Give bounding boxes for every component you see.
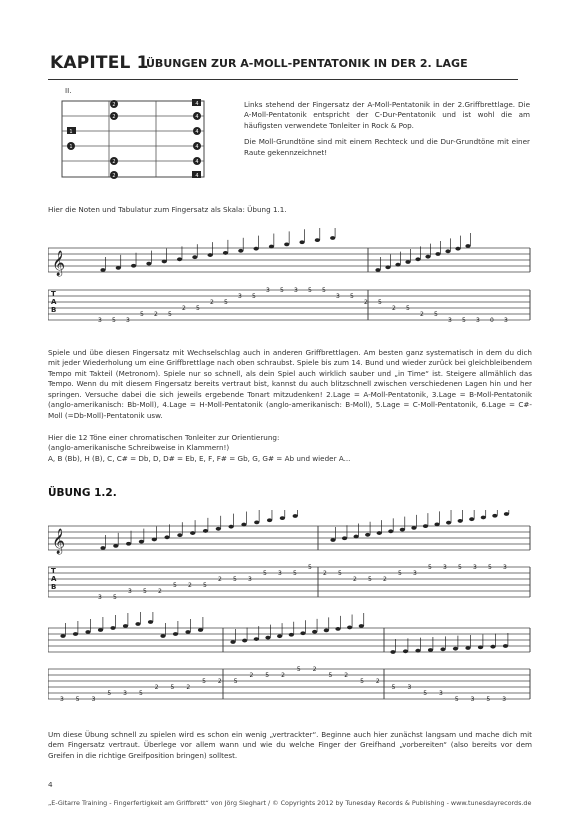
note-head <box>148 620 153 624</box>
treble-clef: 𝄞 <box>52 529 66 554</box>
tab-fret-number: 2 <box>353 576 357 583</box>
note-head <box>403 649 408 653</box>
tab-fret-number: 2 <box>344 672 349 679</box>
tab-fret-number: 2 <box>364 299 368 306</box>
note-head <box>324 628 329 632</box>
note-head <box>110 626 115 630</box>
tab-fret-number: 3 <box>473 564 477 571</box>
note-head <box>254 637 259 641</box>
tab-fret-number: 5 <box>138 690 143 697</box>
note-head <box>415 257 420 261</box>
note-head <box>428 648 433 652</box>
tab-fret-number: 5 <box>434 311 438 318</box>
tab-letter: T <box>51 290 56 298</box>
note-head <box>335 627 340 631</box>
note-head <box>469 517 474 521</box>
note-head <box>135 622 140 626</box>
note-head <box>229 525 234 529</box>
note-head <box>434 523 439 527</box>
body-chromatic-line-1: Hier die 12 Töne einer chromatischen Tonleiter zur Orientierung: <box>48 433 280 442</box>
note-head <box>146 262 151 266</box>
tab-fret-number: 5 <box>265 672 270 679</box>
chapter-heading <box>48 53 518 80</box>
note-head <box>254 247 259 251</box>
tab-fret-number: 5 <box>360 678 364 685</box>
note-head <box>354 535 359 539</box>
tab-fret-number: 3 <box>504 317 508 324</box>
note-head <box>375 268 380 272</box>
tab-fret-number: 3 <box>439 690 443 697</box>
tab-fret-number: 2 <box>217 678 222 685</box>
tab-fret-number: 2 <box>158 588 162 595</box>
note-head <box>478 645 483 649</box>
tab-fret-number: 5 <box>428 564 432 571</box>
note-head <box>490 645 495 649</box>
notation-system-2 <box>48 510 533 610</box>
body-chromatic-line-3: A, B (Bb), H (B), C, C# = Db, D, D# = Eb, E, F, F# = Gb, G, G# = Ab und wieder A... <box>48 453 351 463</box>
note-head <box>347 626 352 630</box>
svg-text:4: 4 <box>195 144 199 150</box>
body-paragraph-1: Spiele und übe diesen Fingersatz mit Wechselschlag auch in anderen Griffbrettlagen. Am besten ganz systematisch in dem du dich mit jeder Wiederholung um eine Griffbrettlage nach oben schraubst. Spiele bis zum 14. Bund und wieder zurück bei gleichbleibendem Tempo mit Takteil (Metronom). Spiele nur so schnell, als dein Spiel auch wirklich sauber und „in Time“ ist. Steigere allmählich das Tempo. Wenn du mit diesem Fingersatz bereits vertraut bist, kannst du auch blitzschnell zwischen verschiedenen Lagen hin und her springen. Versuche dabei die sich jeweils ergebende Tonart mitzudenken! 2.Lage = A-Moll-Pentatonik, 3.Lage = B-Moll-Pentatonik (anglo-amerikanisch: Bb-Moll), 4.Lage = H-Moll-Pentatonik (anglo-amerikanisch: B-Moll), 5.Lage = C-Moll-Pentatonik, 6.Lage = C#-Moll (=Db-Moll)-Pentatonik usw. <box>48 348 532 420</box>
tab-fret-number: 2 <box>281 672 285 679</box>
tab-fret-number: 3 <box>336 293 340 300</box>
note-head <box>267 518 272 522</box>
note-head <box>388 529 393 533</box>
note-head <box>377 531 382 535</box>
tab-fret-number: 5 <box>322 287 326 294</box>
tab-fret-number: 2 <box>383 576 387 583</box>
note-head <box>425 255 430 259</box>
tab-fret-number: 5 <box>293 570 297 577</box>
note-head <box>453 647 458 651</box>
tab-fret-number: 3 <box>91 696 96 703</box>
treble-clef: 𝄞 <box>52 251 66 276</box>
tab-fret-number: 5 <box>488 564 492 571</box>
note-head <box>280 516 285 520</box>
notation-system-1 <box>48 228 533 328</box>
note-head <box>269 245 274 249</box>
note-head <box>395 263 400 267</box>
tab-fret-number: 5 <box>202 678 206 685</box>
note-head <box>359 624 364 628</box>
uebung-heading: ÜBUNG 1.2. <box>48 487 117 499</box>
tab-fret-number: 5 <box>308 287 312 294</box>
note-head <box>173 632 178 636</box>
svg-text:4: 4 <box>195 114 199 120</box>
svg-text:4: 4 <box>195 173 199 179</box>
tab-fret-number: 2 <box>218 576 222 583</box>
tab-fret-number: 2 <box>420 311 424 318</box>
tab-fret-number: 2 <box>392 305 396 312</box>
tab-fret-number: 5 <box>196 305 200 312</box>
tab-fret-number: 5 <box>233 678 238 685</box>
tab-fret-number: 3 <box>266 287 270 294</box>
tab-fret-number: 5 <box>112 317 116 324</box>
note-head <box>198 628 203 632</box>
note-head <box>100 268 105 272</box>
tab-fret-number: 5 <box>113 594 117 601</box>
note-head <box>192 255 197 259</box>
note-head <box>435 252 440 256</box>
tab-letter: T <box>51 567 56 575</box>
tab-fret-number: 3 <box>448 317 452 324</box>
note-head <box>405 260 410 264</box>
tab-fret-number: 5 <box>368 576 372 583</box>
tab-fret-number: 2 <box>182 305 186 312</box>
svg-text:4: 4 <box>195 101 199 107</box>
tab-fret-number: 5 <box>486 696 491 703</box>
body-chromatic-line-2: (anglo-amerikanische Schreibweise in Klammern!) <box>48 443 230 453</box>
note-head <box>312 630 317 634</box>
note-head <box>415 649 420 653</box>
note-head <box>481 516 486 520</box>
tab-fret-number: 3 <box>98 317 102 324</box>
note-head <box>185 630 190 634</box>
tab-fret-number: 3 <box>470 696 475 703</box>
tab-fret-number: 3 <box>238 293 242 300</box>
note-head <box>284 243 289 247</box>
chapter-number: KAPITEL 1 <box>50 53 149 73</box>
note-head <box>160 634 165 638</box>
tab-fret-number: 3 <box>476 317 480 324</box>
note-head <box>241 523 246 527</box>
svg-text:1: 1 <box>69 129 73 135</box>
tab-fret-number: 5 <box>398 570 402 577</box>
svg-text:4: 4 <box>195 129 199 135</box>
tab-fret-number: 3 <box>407 684 412 691</box>
svg-text:2: 2 <box>112 173 116 179</box>
note-head <box>98 628 103 632</box>
note-head <box>216 527 221 531</box>
note-head <box>385 265 390 269</box>
tab-fret-number: 2 <box>188 582 192 589</box>
note-head <box>254 521 259 525</box>
note-head <box>203 529 208 533</box>
tab-fret-number: 2 <box>186 684 191 691</box>
note-head <box>223 251 228 255</box>
note-head <box>342 536 347 540</box>
tab-fret-number: 3 <box>502 696 507 703</box>
page-number: 4 <box>48 780 53 789</box>
tab-fret-number: 2 <box>154 311 158 318</box>
tab-fret-number: 0 <box>490 317 494 324</box>
tab-fret-number: 5 <box>423 690 428 697</box>
note-head <box>411 526 416 530</box>
tab-letter: A <box>51 298 57 306</box>
tab-fret-number: 2 <box>210 299 214 306</box>
note-head <box>465 244 470 248</box>
note-head <box>85 630 90 634</box>
tab-fret-number: 3 <box>128 588 132 595</box>
note-head <box>458 519 463 523</box>
note-head <box>190 531 195 535</box>
note-head <box>503 644 508 648</box>
tab-fret-number: 5 <box>296 666 301 673</box>
tab-fret-number: 5 <box>338 570 342 577</box>
footer-credit: „E-Gitarre Training - Fingerfertigkeit am Griffbrett“ von Jörg Sieghart / © Copyrights 2012 by Tunesday Records & Publishing - www.tunesdayrecords.de <box>48 799 532 807</box>
tab-fret-number: 3 <box>60 696 64 703</box>
note-head <box>390 650 395 654</box>
tab-fret-number: 5 <box>280 287 284 294</box>
note-head <box>113 544 118 548</box>
note-head <box>289 633 294 637</box>
notation-system-3 <box>48 612 533 712</box>
tab-fret-number: 5 <box>458 564 462 571</box>
tab-fret-number: 5 <box>454 696 459 703</box>
tab-fret-number: 5 <box>406 305 410 312</box>
tab-fret-number: 2 <box>312 666 317 673</box>
tab-letter: B <box>51 583 57 591</box>
tab-fret-number: 5 <box>173 582 177 589</box>
note-head <box>365 533 370 537</box>
tab-fret-number: 3 <box>278 570 282 577</box>
tab-fret-number: 5 <box>350 293 354 300</box>
note-head <box>139 540 144 544</box>
exercise-intro: Hier die Noten und Tabulatur zum Fingersatz als Skala: Übung 1.1. <box>48 205 287 214</box>
note-head <box>177 257 182 261</box>
note-head <box>330 538 335 542</box>
note-head <box>152 538 157 542</box>
tab-fret-number: 5 <box>140 311 144 318</box>
tab-letter: A <box>51 575 57 583</box>
note-head <box>330 236 335 240</box>
tab-fret-number: 3 <box>443 564 447 571</box>
fretboard-diagram <box>58 96 218 186</box>
tab-fret-number: 3 <box>294 287 298 294</box>
svg-text:2: 2 <box>112 102 116 108</box>
tab-fret-number: 2 <box>154 684 159 691</box>
note-head <box>116 266 121 270</box>
closing-paragraph: Um diese Übung schnell zu spielen wird es schon ein wenig „vertrackter“. Beginne auch hier zunächst langsam und mache dich mit dem Fingersatz vertraut. Überlege vor allem wann und wie du welche Finger der Greifhand „vorbereiten“ (also bereits vor dem Greifen in die richtige Greifposition bringen) solltest. <box>48 730 532 760</box>
note-head <box>242 639 247 643</box>
tab-fret-number: 5 <box>75 696 80 703</box>
note-head <box>315 238 320 242</box>
notes-group <box>100 228 470 272</box>
position-label: II. <box>65 86 72 95</box>
note-head <box>230 640 235 644</box>
note-head <box>208 253 213 257</box>
tab-fret-number: 2 <box>323 570 327 577</box>
note-head <box>300 631 305 635</box>
svg-text:2: 2 <box>112 159 116 165</box>
note-head <box>455 247 460 251</box>
tab-fret-number: 5 <box>143 588 147 595</box>
tab-lines <box>48 290 530 320</box>
note-head <box>164 535 169 539</box>
tab-letter: B <box>51 306 57 314</box>
note-head <box>440 647 445 651</box>
intro-paragraph-2: Die Moll-Grundtöne sind mit einem Rechteck und die Dur-Grundtöne mit einer Raute gekennzeichnet! <box>244 137 530 157</box>
tab-fret-number: 3 <box>503 564 507 571</box>
note-head <box>293 514 298 518</box>
intro-paragraph-1: Links stehend der Fingersatz der A-Moll-Pentatonik in der 2.Griffbrettlage. Die A-Moll-Pentatonik entspricht der C-Dur-Pentatonik und ist wohl die am häufigsten verwendete Tonleiter in Rock & Pop. <box>244 100 530 130</box>
svg-text:4: 4 <box>195 159 199 165</box>
note-head <box>73 632 78 636</box>
note-head <box>265 636 270 640</box>
tab-fret-number: 5 <box>263 570 267 577</box>
note-head <box>423 524 428 528</box>
note-head <box>445 249 450 253</box>
note-head <box>177 533 182 537</box>
chapter-title: ÜBUNGEN ZUR A-MOLL-PENTATONIK IN DER 2. LAGE <box>146 57 468 70</box>
note-head <box>131 264 136 268</box>
tab-fret-number: 5 <box>391 684 396 691</box>
note-head <box>465 646 470 650</box>
note-head <box>277 634 282 638</box>
tab-fret-number: 5 <box>378 299 382 306</box>
svg-text:2: 2 <box>112 114 116 120</box>
tab-fret-number: 3 <box>123 690 128 697</box>
note-head <box>299 240 304 244</box>
note-head <box>400 528 405 532</box>
note-head <box>238 249 243 253</box>
note-head <box>446 521 451 525</box>
note-head <box>162 260 167 264</box>
note-head <box>126 542 131 546</box>
note-head <box>60 634 65 638</box>
note-head <box>492 514 497 518</box>
tab-fret-number: 5 <box>170 684 175 691</box>
tab-fret-number: 3 <box>248 576 252 583</box>
svg-text:1: 1 <box>69 144 73 150</box>
note-head <box>123 624 128 628</box>
note-head <box>504 512 509 516</box>
tab-fret-number: 5 <box>233 576 237 583</box>
tab-fret-number: 5 <box>107 690 112 697</box>
note-head <box>100 546 105 550</box>
tab-fret-number: 5 <box>224 299 228 306</box>
tab-fret-number: 5 <box>203 582 207 589</box>
tab-fret-number: 2 <box>375 678 380 685</box>
tab-fret-number: 5 <box>328 672 333 679</box>
tab-fret-number: 5 <box>462 317 466 324</box>
tab-fret-number: 5 <box>308 564 312 571</box>
tab-fret-number: 5 <box>252 293 256 300</box>
tab-fret-number: 2 <box>249 672 254 679</box>
tab-fret-number: 3 <box>98 594 102 601</box>
tab-fret-number: 3 <box>413 570 417 577</box>
tab-fret-number: 5 <box>168 311 172 318</box>
tab-fret-number: 3 <box>126 317 130 324</box>
